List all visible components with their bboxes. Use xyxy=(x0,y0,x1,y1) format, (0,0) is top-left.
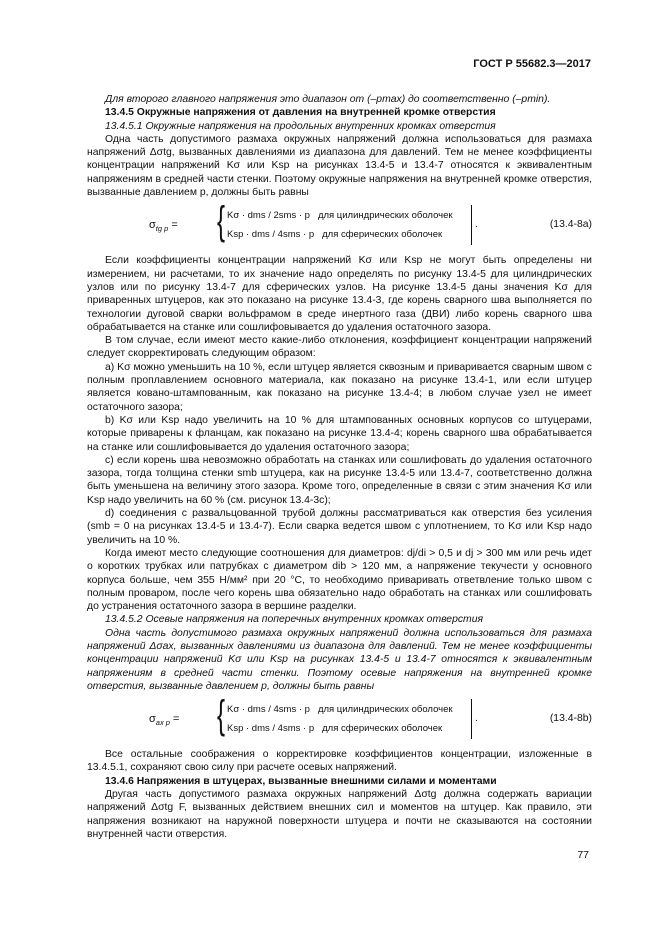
right-bracket xyxy=(471,699,472,739)
formula-lhs: $\sigma_{tg p}$ = xyxy=(149,219,178,234)
page-number: 77 xyxy=(577,849,589,861)
list-item: a) Kσ можно уменьшить на 10 %, если штуцер является сквозным и приваривается сварным швом с полным проплавлением основного материала, как показано на рисунке 13.4-1, или если штуцер является ковано-штампованным, как показано на рисунке 13.4-4; в любом случае узел не имеет остаточного зазора; xyxy=(87,361,592,413)
paragraph: Для второго главного напряжения это диапазон от (–pmax) до соответственно (–pmin). xyxy=(105,94,551,105)
section-heading: 13.4.6 Напряжения в штуцерах, вызванные внешними силами и моментами xyxy=(105,775,497,787)
paragraph: Когда имеют место следующие соотношения для диаметров: dj/di > 0,5 и dj > 300 мм или речь идет о коротких трубках или патрубках с диаметром dib > 120 мм, а напряжение текучести у основного корпуса больше, чем 355 Н/мм² при 20 °С, то необходимо приваривать ответвление только швом с полным проваром, после чего корень шва обязательно надо обработать на станках или сошлифовать до устранения остаточного зазора в вершине разделки. xyxy=(87,547,592,613)
paragraph: Другая часть допустимого размаха окружных напряжений Δσtg должна содержать вариации напряжений Δσtg F, вызванных действием внешних сил и моментов на штуцер. Как правило, эти напряжения возникают на наружной поверхности штуцера и почти не сказываются на состоянии внутренней части отверстия. xyxy=(87,789,592,840)
subsection-heading: 13.4.5.2 Осевые напряжения на поперечных внутренних кромках отверстия xyxy=(105,614,484,626)
standard-header: ГОСТ Р 55682.3—2017 xyxy=(473,58,591,70)
paragraph: Все остальные соображения о корректировке коэффициентов концентрации, изложенные в 13.4.5.1, сохраняют свою силу при расчете осевых напряжений. xyxy=(87,749,592,774)
paragraph: Одна часть допустимого размаха окружных напряжений должна использоваться для размаха напряжений Δσax, вызванных давлениями из диапазона для давлений. Тем не менее коэффициенты концентрации напряжений Kσ или Ksp на рисунках 13.4-5 и 13.4-7 относятся к эквивалентным напряжениям в средней части стенки. Поэтому осевые напряжения на внутренней кромке отверстия, вызванные давлением p, должны быть равны xyxy=(87,627,592,692)
list-item: c) если корень шва невозможно обработать на станках или сошлифовать до удаления остаточного зазора, тогда толщина стенки smb штуцера, как на рисунке 13.4-5 или 13.4-7, соответственно должна быть уменьшена на величину этого зазора. Кроме того, определенные в связи с этим значения Kσ или Ksp надо увеличить на 60 % (см. рисунок 13.4-3с); xyxy=(87,454,592,506)
right-bracket xyxy=(471,205,472,245)
paragraph: В том случае, если имеют место какие-либо отклонения, коэффициент концентрации напряжений следует скорректировать следующим образом: xyxy=(87,335,592,360)
formula-13-4-8b: $\sigma_{ax p}$ = { Kσ · dms / 4sms · p для цилиндрических оболочек Ksp · dms / 4sms · p для сферических оболочек . (13.4-8b) xyxy=(149,693,592,738)
page-body xyxy=(87,93,592,841)
formula-cases: Kσ · dms / 4sms · p для цилиндрических оболочек Ksp · dms / 4sms · p для сферических оболочек xyxy=(227,704,453,735)
formula-lhs: $\sigma_{ax p}$ = xyxy=(149,713,180,728)
formula-cases: Kσ · dms / 2sms · p для цилиндрических оболочек Ksp · dms / 4sms · p для сферических оболочек xyxy=(227,210,453,241)
paragraph: Одна часть допустимого размаха окружных напряжений должна использоваться для размаха напряжений Δσtg, вызванных давлениями из диапазона для давлений. Тем не менее коэффициенты концентрации напряжений Kσ или Ksp на рисунках 13.4-5 и 13.4-7 относятся к эквивалентным напряжениям в средней части стенки. Поэтому окружные напряжения на внутренней кромке отверстия, вызванные давлением p, должны быть равны xyxy=(87,133,592,199)
equation-number: (13.4-8b) xyxy=(549,713,592,725)
formula-13-4-8a: $\sigma_{tg p}$ = { Kσ · dms / 2sms · p для цилиндрических оболочек Ksp · dms / 4sms · p для сферических оболочек . (13.4-8a) xyxy=(149,199,592,244)
left-brace: { xyxy=(217,693,226,738)
section-heading: 13.4.5 Окружные напряжения от давления на внутренней кромке отверстия xyxy=(105,107,496,119)
subsection-heading: 13.4.5.1 Окружные напряжения на продольных внутренних кромках отверстия xyxy=(105,120,496,132)
paragraph: Если коэффициенты концентрации напряжений Kσ или Ksp не могут быть определены ни измерением, ни расчетами, то их значение надо определять по рисунку 13.4-5 для цилиндрических узлов или по рисунку 13.4-7 для сферических узлов. На рисунке 13.4-5 даны значения Kσ для приваренных штуцеров, как это показано на рисунке 13.4-3, где корень сварного шва выполняется по технологии дуговой сварки вольфрамом в среде инертного газа (ДВИ) либо корень сварного шва обрабатывается на станке или сошлифовывается до удаления остаточного зазора. xyxy=(87,255,592,333)
left-brace: { xyxy=(217,199,226,244)
list-item: b) Kσ или Ksp надо увеличить на 10 % для штампованных основных корпусов со штуцерами, которые приварены к фланцам, как показано на рисунке 13.4-4; корень сварного шва обрабатывается на станке или сошлифовывается до удаления остаточного зазора; xyxy=(87,414,592,453)
list-item: d) соединения с развальцованной трубой должны рассматриваться как отверстия без усиления (smb = 0 на рисунках 13.4-5 и 13.4-7). Если сварка ведется швом с уплотнением, то Kσ или Ksp надо увеличить на 10 %. xyxy=(87,508,592,546)
equation-number: (13.4-8a) xyxy=(549,219,592,231)
